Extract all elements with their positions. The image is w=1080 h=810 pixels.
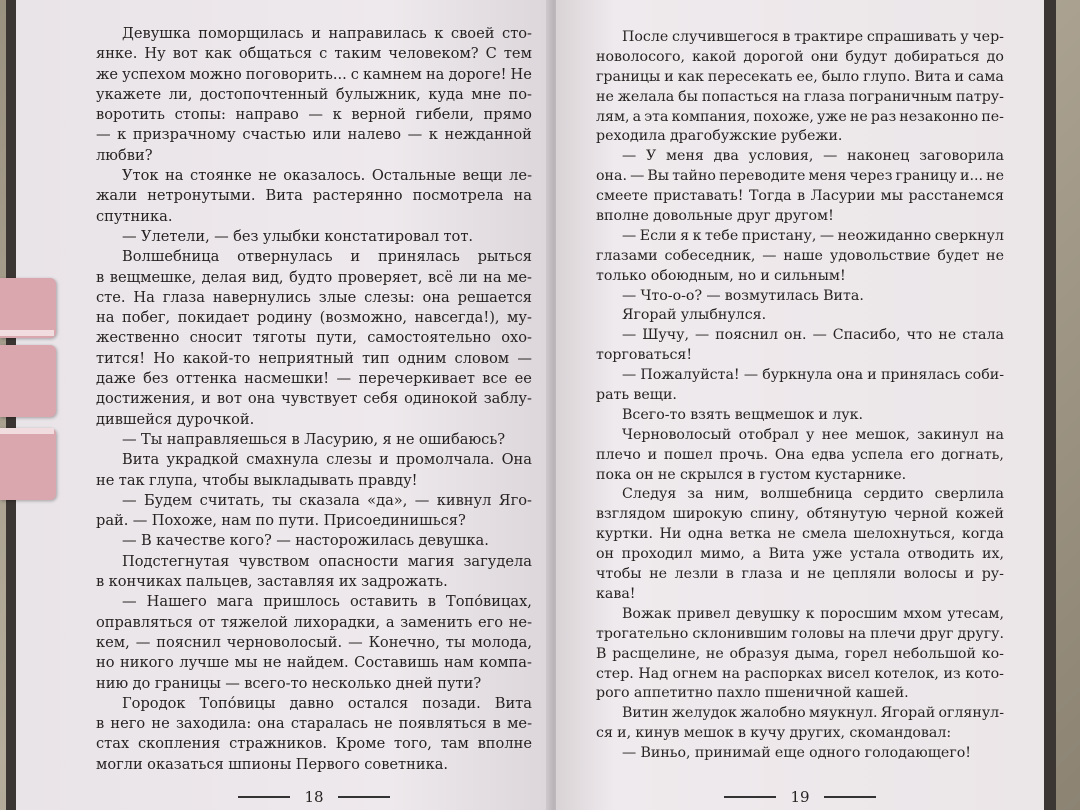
text-line: глазами собеседник, — наше удовольствие будет не [596, 247, 1004, 264]
right-page-text [596, 28, 1004, 764]
text-line: жественно сносит тяготы пути, самостоятельно охо- [96, 329, 532, 347]
right-page-number: 19 [790, 788, 810, 806]
text-line: взглядом широкую спину, обтянутую черной кожей [596, 506, 1004, 523]
folio-rule [724, 796, 776, 798]
text-line: она. — Вы тайно переводите меня через границу и... не [596, 168, 1004, 185]
text-line: кава! [596, 585, 636, 602]
text-line: в вещмешке, делая вид, будто проверяет, всё ли на ме- [96, 268, 532, 286]
text-line: Следуя за ним, волшебница сердито сверлила [622, 486, 1004, 503]
text-line: Подстегнутая чувством опасности магия загудела [122, 552, 532, 570]
text-line: куртки. Ни одна ветка не смела шелохнуться, когда [596, 526, 1004, 543]
text-line: Уток на стоянке не оказалось. Остальные вещи ле- [122, 167, 532, 185]
text-line: янке. Ну вот как общаться с таким человеком? С тем [96, 45, 532, 63]
text-line: воротить стопы: направо — к верной гибели, прямо [96, 106, 532, 124]
text-line: — Ты направляешься в Ласурию, я не ошибаюсь? [122, 430, 506, 448]
text-line: Черноволосый отобрал у нее мешок, закинул на [622, 426, 1004, 443]
text-line: новолосого, какой дорогой они будут добираться до [596, 48, 1004, 65]
bookmark-tab [0, 278, 56, 338]
text-line: торговаться! [596, 347, 693, 364]
text-line: смеете приставать! Тогда в Ласурии мы расстанемся [596, 188, 1004, 205]
text-line: реходила драгобужские рубежи. [596, 128, 843, 145]
text-line: не желала бы попасться на глаза пограничным патру- [596, 88, 1004, 105]
text-line: Витин желудок жалобно мяукнул. Ягорай оглянул- [622, 705, 1004, 722]
right-page [556, 0, 1044, 810]
left-page-folio [76, 788, 552, 806]
text-line: Волшебница отвернулась и принялась рыться [122, 248, 532, 266]
text-line: в него не заходила: она старалась не появляться в ме- [96, 715, 532, 733]
text-line: но никого лучше мы не найдем. Составишь нам компа- [96, 654, 532, 672]
text-line: рай. — Похоже, нам по пути. Присоединишься? [96, 512, 466, 530]
folio-rule [338, 796, 390, 798]
text-line: границы и как пересекать ее, было глупо. Вита и сама [596, 68, 1004, 85]
left-page-text [96, 24, 532, 775]
text-line: кем, — пояснил черноволосый. — Конечно, ты молода, [96, 633, 532, 651]
text-line: плечо и пошел прочь. Она едва успела его догнать, [596, 446, 1004, 463]
text-line: чтобы не лезли в глаза и не цепляли волосы и ру- [596, 566, 1004, 583]
text-line: только обоюдным, но и сильным! [596, 267, 846, 284]
text-line: — Нашего мага пришлось оставить в Топо́вицах, [122, 593, 532, 611]
text-line: стах скопления стражников. Кроме того, там вполне [96, 735, 532, 753]
text-line: дившейся дурочкой. [96, 410, 255, 428]
left-page [16, 0, 552, 810]
folio-rule [824, 796, 876, 798]
text-line: укажете ли, достопочтенный булыжник, куда мне по- [96, 85, 532, 103]
text-line: трогательно склонившим головы на плечи друг другу. [596, 625, 1004, 642]
text-line: же успехом можно поговорить... с камнем на дороге! Не [96, 65, 532, 83]
right-page-folio [556, 788, 1044, 806]
text-line: он проходил мимо, а Вита уже устала отводить их, [596, 546, 1004, 563]
text-line: — В качестве кого? — насторожилась девушка. [122, 532, 489, 550]
text-line: достижения, и вот она чувствует себя одинокой заблу- [96, 390, 532, 408]
bookmark-clip [0, 330, 54, 336]
text-line: — Виньо, принимай еще одного голодающего! [622, 745, 971, 762]
text-line: Вожак привел девушку к поросшим мхом утесам, [622, 605, 1004, 622]
text-line: Девушка поморщилась и направилась к своей сто- [122, 25, 532, 42]
text-line: — к призрачному счастью или налево — к нежданной [96, 126, 532, 144]
text-line: Городок Топо́вицы давно остался позади. Вита [122, 694, 532, 712]
bookmark-clip [0, 428, 54, 434]
text-line: После случившегося в трактире спрашивать у чер- [622, 29, 1004, 45]
text-line: на побег, покидает родину (возможно, навсегда!), му- [96, 309, 532, 327]
text-line: лям, а эта компания, похоже, уже не раз незаконно пе- [596, 108, 1004, 125]
text-line: пока он не скрылся в густом кустарнике. [596, 466, 907, 483]
bookmark-tab [0, 428, 56, 500]
text-line: сте. На глаза навернулись злые слезы: она решается [96, 288, 532, 306]
text-line: Вита украдкой смахнула слезы и промолчала. Она [122, 451, 532, 469]
text-line: рого аппетитно пахло пшеничной кашей. [596, 685, 909, 702]
bookmark-tab [0, 345, 56, 417]
text-line: оправляться от тяжелой лихорадки, а заменить его не- [96, 613, 532, 631]
text-line: спутника. [96, 207, 173, 225]
text-line: жали нетронутыми. Вита растерянно посмотрела на [96, 187, 532, 205]
text-line: ся и, кинув мешок в кучу других, скомандовал: [596, 725, 952, 742]
text-line: нию до границы — всего-то несколько дней пути? [96, 674, 482, 692]
left-page-number: 18 [304, 788, 324, 806]
text-line: — Будем считать, ты сказала «да», — кивнул Ягo- [122, 491, 532, 509]
text-line: рать вещи. [596, 387, 677, 404]
text-line: — Улетели, — без улыбки констатировал тот. [122, 227, 474, 245]
text-line: не так глупа, чтобы выкладывать правду! [96, 471, 418, 489]
text-line: могли оказаться шпионы Первого советника. [96, 755, 449, 773]
text-line: в кончиках пальцев, заставляя их задрожать. [96, 573, 448, 591]
text-line: — Если я к тебе пристану, — неожиданно сверкнул [622, 227, 1004, 244]
text-line: — Пожалуйста! — буркнула она и принялась соби- [622, 367, 1004, 384]
text-line: вполне довольные друг другом! [596, 208, 834, 225]
text-line: стер. Над огнем на распорках висел котелок, из кото- [596, 665, 1004, 682]
text-line: В расщелине, не образуя дыма, горел небольшой ко- [596, 645, 1004, 662]
text-line: любви? [96, 146, 153, 164]
text-line: Ягорай улыбнулся. [622, 307, 767, 324]
folio-rule [238, 796, 290, 798]
text-line: Всего-то взять вещмешок и лук. [622, 406, 864, 423]
text-line: — Шучу, — пояснил он. — Спасибо, что не стала [622, 327, 1004, 344]
text-line: тится! Но какой-то неприятный тип одним словом — [96, 349, 532, 367]
text-line: даже без оттенка насмешки! — перечеркивает все ее [96, 370, 532, 388]
text-line: — Что-о-о? — возмутилась Вита. [622, 287, 864, 304]
text-line: — У меня два условия, — наконец заговорила [622, 148, 1004, 165]
